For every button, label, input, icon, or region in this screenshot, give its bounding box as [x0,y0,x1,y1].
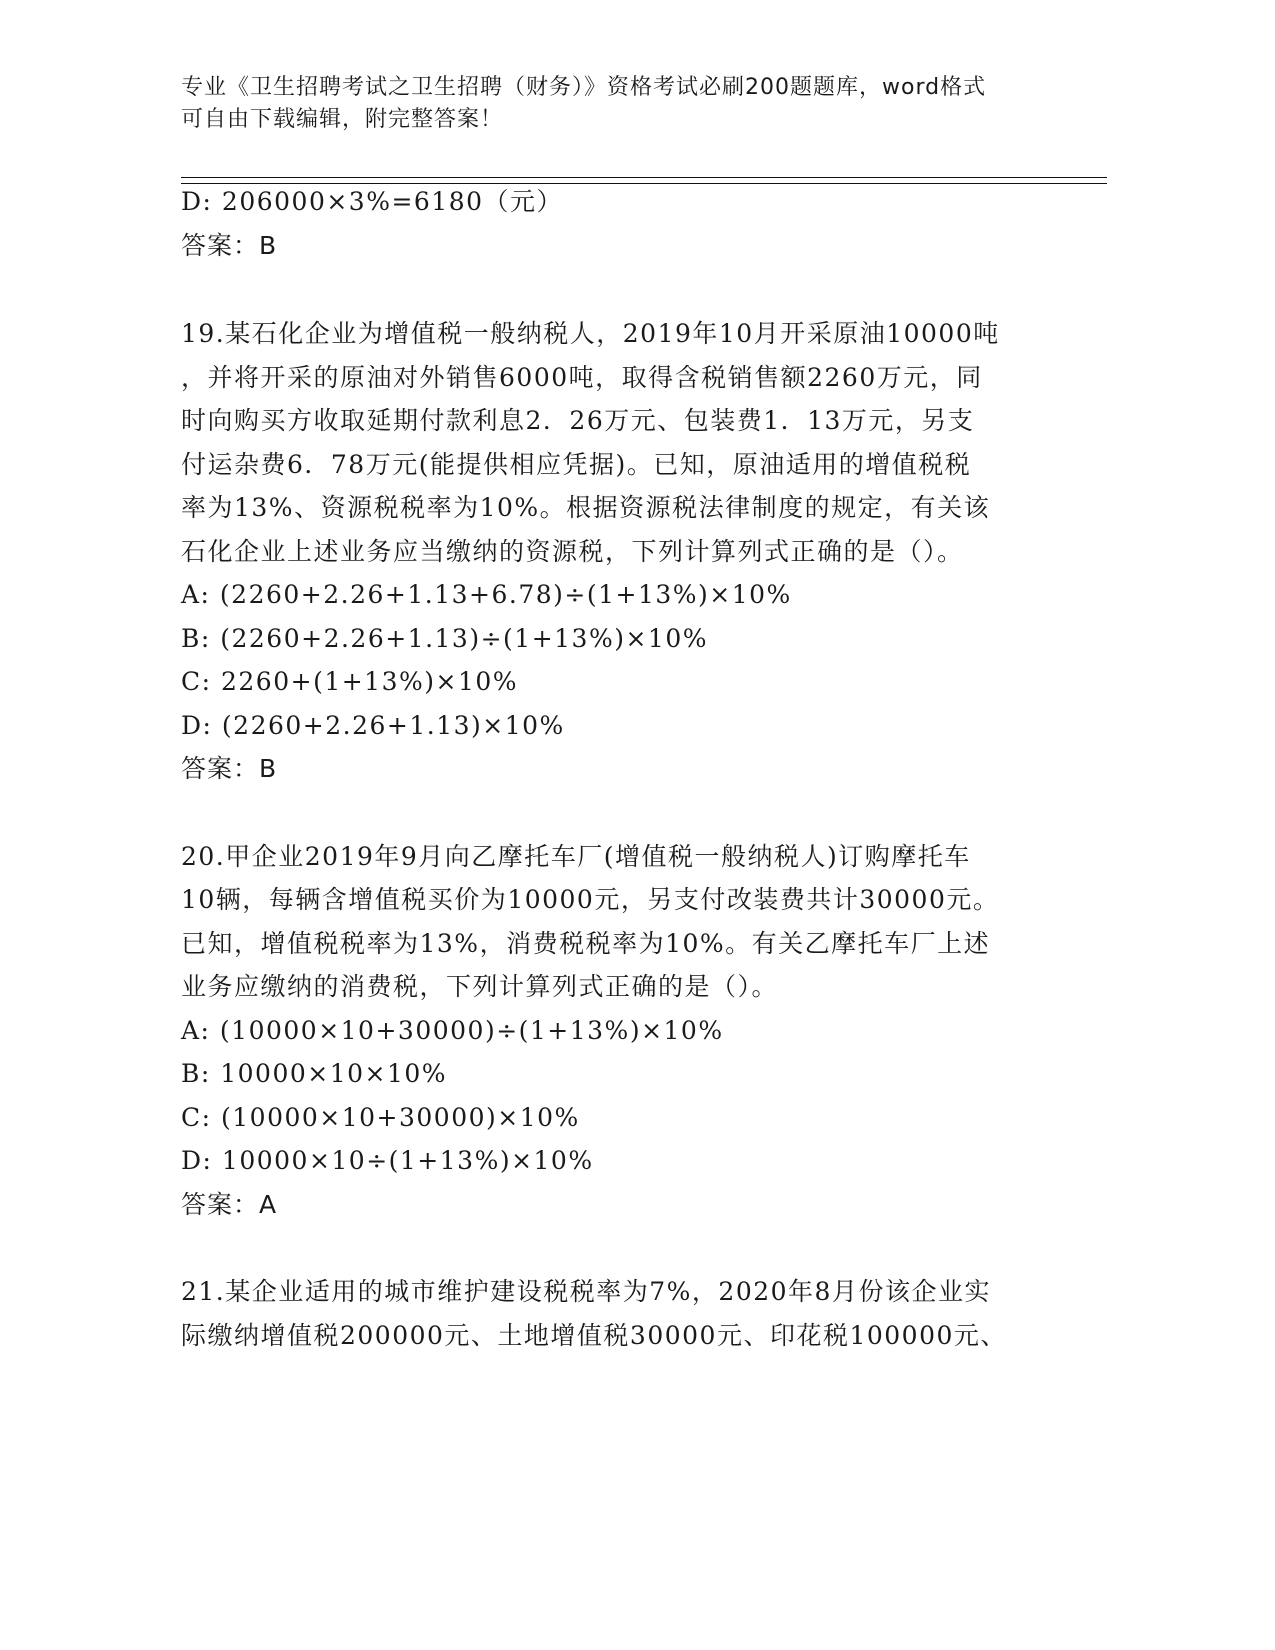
q19-text-line: 19.某石化企业为增值税一般纳税人，2019年10月开采原油10000吨 [181,319,1000,348]
q20-option-c: C: (10000×10+30000)×10% [181,1103,580,1132]
header-divider-top [181,177,1107,178]
q20-text-line: 20.甲企业2019年9月向乙摩托车厂(增值税一般纳税人)订购摩托车 [181,842,971,871]
page-header [181,72,1061,136]
header-line-1: 专业《卫生招聘考试之卫生招聘（财务）》资格考试必刷200题题库，word格式 [181,75,987,100]
header-divider-bottom [181,183,1107,184]
q21-text-line: 际缴纳增值税200000元、土地增值税30000元、印花税100000元、 [181,1321,1007,1350]
q19-answer: 答案：B [181,754,278,783]
q18-answer: 答案：B [181,231,278,260]
q20-answer: 答案：A [181,1190,278,1219]
q20-option-a: A: (10000×10+30000)÷(1+13%)×10% [181,1016,724,1045]
q19-option-d: D: (2260+2.26+1.13)×10% [181,711,565,740]
q19-text-line: 付运杂费6．78万元(能提供相应凭据)。已知，原油适用的增值税税 [181,450,972,479]
q19-text-line: 率为13%、资源税税率为10%。根据资源税法律制度的规定，有关该 [181,493,991,522]
q21-text-line: 21.某企业适用的城市维护建设税税率为7%，2020年8月份该企业实 [181,1277,991,1306]
q19-text-line: 石化企业上述业务应当缴纳的资源税，下列计算列式正确的是（）。 [181,537,964,566]
q18-option-d: D: 206000×3%=6180（元） [181,187,564,216]
q19-option-c: C: 2260+(1+13%)×10% [181,667,519,696]
q19-text-line: 时向购买方收取延期付款利息2．26万元、包装费1．13万元，另支 [181,406,975,435]
q20-text-line: 10辆，每辆含增值税买价为10000元，另支付改装费共计30000元。 [181,885,1000,914]
q19-option-b: B: (2260+2.26+1.13)÷(1+13%)×10% [181,624,708,653]
q19-text-line: ，并将开采的原油对外销售6000吨，取得含税销售额2260万元，同 [181,363,983,392]
q20-text-line: 已知，增值税税率为13%，消费税税率为10%。有关乙摩托车厂上述 [181,929,991,958]
q19-option-a: A: (2260+2.26+1.13+6.78)÷(1+13%)×10% [181,580,792,609]
q20-option-d: D: 10000×10÷(1+13%)×10% [181,1146,594,1175]
header-line-2: 可自由下载编辑，附完整答案！ [181,107,504,132]
q20-text-line: 业务应缴纳的消费税，下列计算列式正确的是（）。 [181,972,779,1001]
q20-option-b: B: 10000×10×10% [181,1059,448,1088]
